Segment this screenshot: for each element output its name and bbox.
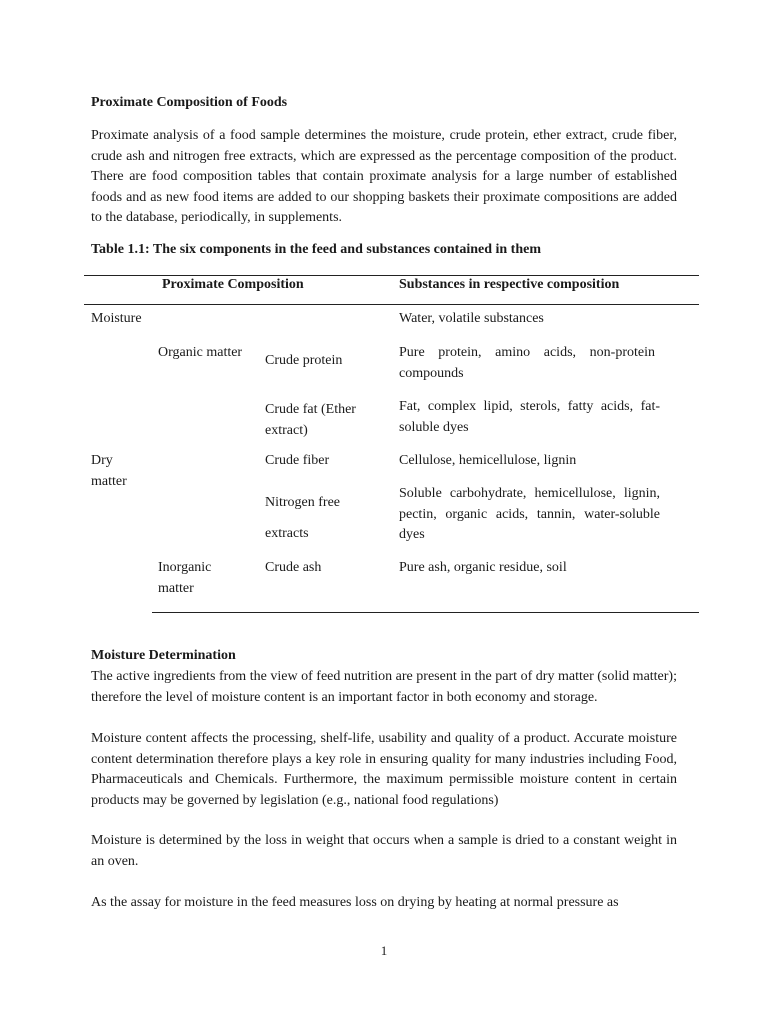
table-row-nfe-component-line2: extracts: [265, 526, 309, 541]
organic-matter-label: Organic matter: [158, 345, 243, 360]
table-header-substances: Substances in respective composition: [399, 277, 620, 292]
table-row-nfe-substances: Soluble carbohydrate, hemicellulose, lignin, pectin, organic acids, tannin, water-soluble dyes: [399, 486, 660, 542]
table-row-crude-fat-substances: Fat, complex lipid, sterols, fatty acids, fat-soluble dyes: [399, 399, 660, 435]
table-row-crude-fiber-component: Crude fiber: [265, 453, 330, 468]
table-row-crude-protein-component: Crude protein: [265, 353, 343, 368]
moisture-paragraph-4: As the assay for moisture in the feed measures loss on drying by heating at normal pressure as: [91, 895, 619, 910]
table-row-crude-ash-substances: Pure ash, organic residue, soil: [399, 560, 567, 575]
moisture-substances: Water, volatile substances: [399, 311, 544, 326]
moisture-label: Moisture: [91, 311, 142, 326]
dry-matter-label: Dry matter: [91, 453, 127, 489]
inorganic-matter-label: Inorganic matter: [158, 560, 212, 596]
moisture-paragraph-1: The active ingredients from the view of feed nutrition are present in the part of dry matter (solid matter); therefore the level of moisture content is an important factor in both economy and storage.: [91, 669, 677, 705]
page-number: 1: [380, 943, 388, 958]
intro-paragraph: Proximate analysis of a food sample determines the moisture, crude protein, ether extract, crude fiber, crude ash and nitrogen free extracts, which are expressed as the percentage composition of the product. There are food composition tables that contain proximate analysis for a large number of established foods and as new food items are added to our shopping baskets their proximate compositions are added to the database, periodically, in supplements.: [91, 128, 677, 226]
table-row-nfe-component-line1: Nitrogen free: [265, 495, 341, 510]
moisture-heading: Moisture Determination: [91, 648, 236, 663]
table-row-crude-fiber-substances: Cellulose, hemicellulose, lignin: [399, 453, 577, 468]
section-heading: Proximate Composition of Foods: [91, 95, 288, 110]
table-row-crude-fat-component: Crude fat (Ether extract): [265, 402, 356, 438]
moisture-paragraph-3: Moisture is determined by the loss in weight that occurs when a sample is dried to a constant weight in an oven.: [91, 833, 677, 869]
table-bottom-rule: [152, 612, 699, 613]
table-row-crude-protein-substances: Pure protein, amino acids, non-protein compounds: [399, 345, 655, 381]
table-header-rule: [84, 304, 699, 305]
moisture-paragraph-2: Moisture content affects the processing, shelf-life, usability and quality of a product. Accurate moisture content determination therefore plays a key role in ensuring quality for many industries including Food, Pharmaceuticals and Chemicals. Furthermore, the maximum permissible moisture content in certain products may be governed by legislation (e.g., national food regulations): [91, 731, 677, 808]
table-header-composition: Proximate Composition: [162, 277, 304, 292]
table-row-crude-ash-component: Crude ash: [265, 560, 322, 575]
table-caption: Table 1.1: The six components in the feed and substances contained in them: [91, 242, 542, 257]
